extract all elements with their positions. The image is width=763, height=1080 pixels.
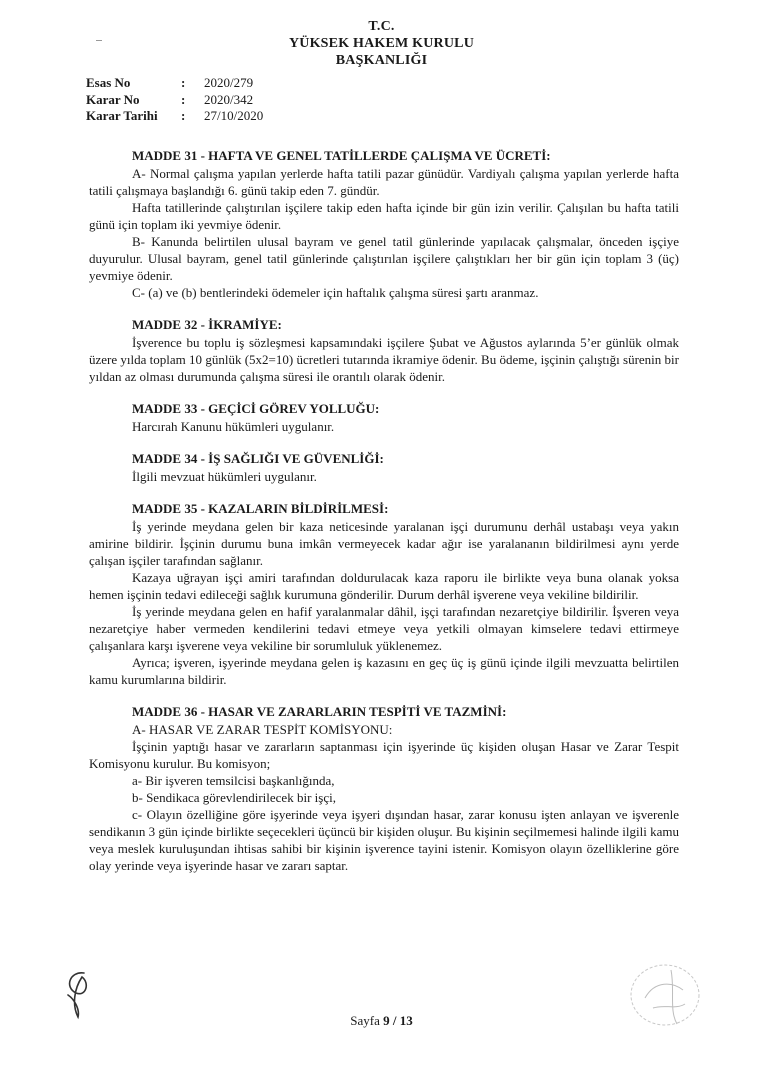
article-paragraph: İlgili mevzuat hükümleri uygulanır. <box>132 469 317 484</box>
article-title: MADDE 36 - HASAR VE ZARARLARIN TESPİTİ VE TAZMİNİ: <box>132 704 507 719</box>
article-paragraph: B- Kanunda belirtilen ulusal bayram ve genel tatil günlerinde yapılacak çalışmalar, önceden işçiye duyurulur. Ulusal bayram, genel tatil günlerinde çalıştırılan işçilere çalıştıkları her bir gün için toplam 3 (üç) yevmiye ödenir. <box>89 234 679 283</box>
article-paragraph: Hafta tatillerinde çalıştırılan işçilere takip eden hafta içinde bir gün izin verilir. Çalışılan bu hafta tatili günü için toplam iki yevmiye ödenir. <box>89 200 679 232</box>
meta-label: Esas No <box>86 75 131 90</box>
meta-row-karar <box>86 92 263 109</box>
header-line-institution: YÜKSEK HAKEM KURULU <box>288 36 475 51</box>
page-footer <box>0 1013 763 1029</box>
article-paragraph: a- Bir işveren temsilcisi başkanlığında, <box>132 773 335 788</box>
header-line-presidency: BAŞKANLIĞI <box>335 53 428 68</box>
meta-colon: : <box>181 108 186 123</box>
article-title: MADDE 33 - GEÇİCİ GÖREV YOLLUĞU: <box>132 401 380 416</box>
article-34 <box>89 450 679 485</box>
header-line-tc: T.C. <box>368 19 395 34</box>
meta-label: Karar No <box>86 91 140 107</box>
article-paragraph: b- Sendikaca görevlendirilecek bir işçi, <box>132 790 336 805</box>
article-paragraph: Ayrıca; işveren, işyerinde meydana gelen iş kazasını en geç üç iş günü içinde ilgili mevzuatta belirtilen kamu kurumlarına bildirir. <box>89 655 679 687</box>
article-title: MADDE 35 - KAZALARIN BİLDİRİLMESİ: <box>132 501 389 516</box>
meta-value: 2020/279 <box>204 75 254 90</box>
article-paragraph: c- Olayın özelliğine göre işyerinde veya işyeri dışından hasar, zarar konusu işten anlayan ve işverenle sendikanın 3 gün içinde birlikte seçecekleri üçüncü bir kişiden oluşur. Bu kişinin seçilmemesi halinde ilgili kamu veya meslek kuruluşundan ihtisas sahibi bir kişinin işverence tayini istenir. Komisyon olayın özelliklerine göre olay yerinde veya işyerinde hasar ve zararı saptar. <box>89 807 679 873</box>
article-35 <box>89 500 679 688</box>
meta-label: Karar Tarihi <box>86 108 158 123</box>
article-title: MADDE 32 - İKRAMİYE: <box>132 317 282 332</box>
article-paragraph: İş yerinde meydana gelen bir kaza neticesinde yaralanan işçi durumunu derhâl ustabaşı veya yakın amirine bildirir. İşçinin durumu buna imkân vermeyecek kadar ağır ise yaralananın bildirilmesi aynı yerde çalışan işçiler tarafından sağlanır. <box>89 519 679 568</box>
document-body <box>89 147 679 889</box>
article-paragraph: İş yerinde meydana gelen en hafif yaralanmalar dâhil, işçi tarafından nezaretçiye bildirilir. İşveren veya nezaretçiye haber vermeden kendilerini tedavi etmeye veya yetkili olmayan kimselere tedavi ettirmeye çalışanlara karşı işverene veya vekiline bir sorumluluk yüklenemez. <box>89 604 679 653</box>
case-meta <box>86 75 263 125</box>
article-paragraph: C- (a) ve (b) bentlerindeki ödemeler için haftalık çalışma süresi şartı aranmaz. <box>132 285 539 300</box>
article-36 <box>89 703 679 874</box>
meta-value: 27/10/2020 <box>204 108 264 123</box>
article-31 <box>89 147 679 301</box>
article-title: MADDE 34 - İŞ SAĞLIĞI VE GÜVENLİĞİ: <box>132 451 384 466</box>
meta-value: 2020/342 <box>204 91 254 107</box>
article-paragraph: Harcırah Kanunu hükümleri uygulanır. <box>132 419 335 434</box>
article-32 <box>89 316 679 385</box>
article-paragraph: A- Normal çalışma yapılan yerlerde hafta tatili pazar günüdür. Vardiyalı çalışma yapılan yerlerde hafta tatili çalışmaya başlandığı 6. günü takip eden 7. gündür. <box>89 166 679 198</box>
article-paragraph: İşverence bu toplu iş sözleşmesi kapsamındaki işçilere Şubat ve Ağustos aylarında 5’er günlük olmak üzere yılda toplam 10 günlük (5x2=10) ücretleri tutarında ikramiye ödenir. Bu ödeme, işçinin çalıştığı sürenin bir yıldan az olması durumunda çalışma süresi ile orantılı olarak ödenir. <box>89 335 679 384</box>
article-title: MADDE 31 - HAFTA VE GENEL TATİLLERDE ÇALIŞMA VE ÜCRETİ: <box>132 148 551 163</box>
article-33 <box>89 400 679 435</box>
article-paragraph: A- HASAR VE ZARAR TESPİT KOMİSYONU: <box>132 722 393 737</box>
footer-page-number: 9 / 13 <box>383 1013 413 1028</box>
meta-colon: : <box>181 75 186 90</box>
footer-label: Sayfa <box>350 1013 380 1028</box>
article-paragraph: İşçinin yaptığı hasar ve zararların saptanması için işyerinde üç kişiden oluşan Hasar ve Zarar Tespit Komisyonu kurulur. Bu komisyon; <box>89 739 679 771</box>
document-header <box>0 18 763 69</box>
meta-colon: : <box>181 91 186 107</box>
meta-row-esas <box>86 75 263 92</box>
meta-row-tarih <box>86 108 263 125</box>
article-paragraph: Kazaya uğrayan işçi amiri tarafından doldurulacak kaza raporu ile birlikte veya buna olanak yoksa hemen işçinin tedavi edileceği sağlık kurumuna gönderilir. Durum derhâl işverene veya vekiline bildirilir. <box>89 570 679 602</box>
